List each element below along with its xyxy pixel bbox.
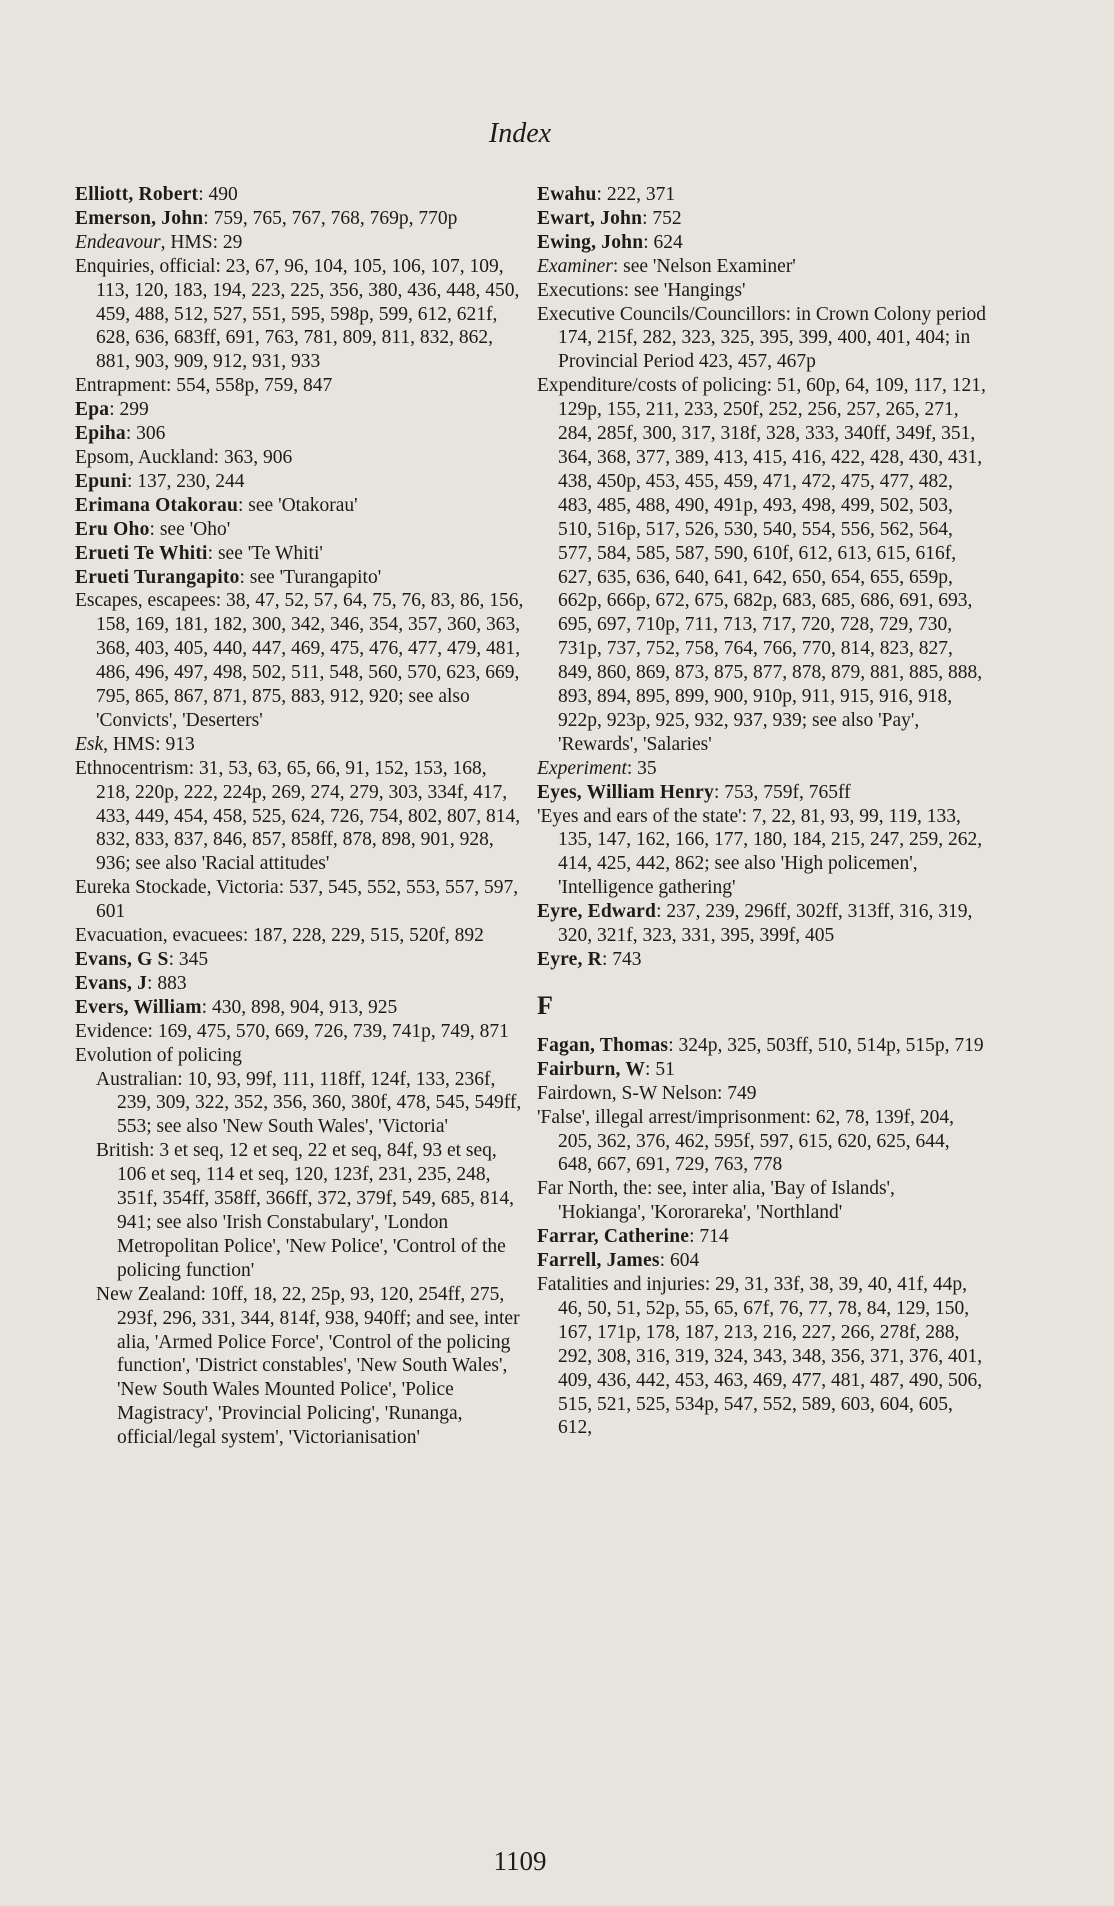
entry-locators: : 3 et seq, 12 et seq, 22 et seq, 84f, 93 et seq, 106 et seq, 114 et seq, 120, 123f, 231, 235, 248, 351f, 354ff, 358ff, 366ff, 372, 379f, 549, 685, 814, 941; see also 'Irish Constabulary', 'London Metropolitan Police', 'New Police', 'Control of the policing function' — [117, 1140, 515, 1281]
entry-locators: : 7, 22, 81, 93, 99, 119, 133, 135, 147, 162, 166, 177, 180, 184, 215, 247, 259, 262, 414, 425, 442, 862; see also 'High policemen', 'Intelligence gathering' — [558, 805, 983, 899]
entry-heading: Evolution of policing — [75, 1044, 242, 1066]
entry-heading: Ethnocentrism — [75, 757, 189, 779]
entry-locators: : see, inter alia, 'Bay of Islands', 'Hokianga', 'Kororareka', 'Northland' — [558, 1178, 895, 1224]
entry-locators: : 624 — [643, 231, 683, 253]
index-entry — [537, 255, 987, 279]
index-entry — [75, 972, 525, 996]
index-entry — [537, 207, 987, 231]
entry-heading: Far North, the — [537, 1178, 647, 1200]
entry-locators: : 363, 906 — [213, 446, 293, 468]
index-entry — [75, 566, 525, 590]
entry-locators: : 169, 475, 570, 669, 726, 739, 741p, 749, 871 — [147, 1020, 509, 1042]
index-entry — [75, 374, 525, 398]
entry-locators: : 10, 93, 99f, 111, 118ff, 124f, 133, 236f, 239, 309, 322, 352, 356, 360, 380f, 478, 545, 549ff, 553; see also 'New South Wales', 'Victoria' — [117, 1068, 522, 1138]
index-entry — [537, 1106, 987, 1178]
entry-locators: : 604 — [659, 1250, 700, 1272]
entry-locators: : 62, 78, 139f, 204, 205, 362, 376, 462, 595f, 597, 615, 620, 625, 644, 648, 667, 691, 729, 763, 778 — [558, 1106, 955, 1176]
entry-heading: Experiment — [537, 757, 627, 779]
entry-locators: , HMS: 913 — [103, 733, 195, 755]
index-entry — [537, 1034, 987, 1058]
entry-heading: 'False', illegal arrest/imprisonment — [537, 1106, 806, 1128]
index-entry — [537, 374, 987, 757]
index-entry — [75, 470, 525, 494]
entry-locators: : 51 — [645, 1058, 675, 1080]
index-entry — [75, 542, 525, 566]
entry-locators: : 10ff, 18, 22, 25p, 93, 120, 254ff, 275, 293f, 296, 331, 344, 814f, 938, 940ff; and see, inter alia, 'Armed Police Force', 'Control of the policing function', 'District constables', 'New South Wales', 'New South Wales Mounted Police', 'Police Magistracy', 'Provincial Policing', 'Runanga, official/legal system', 'Victorianisation' — [117, 1283, 520, 1449]
entry-heading: Enquiries, official — [75, 255, 216, 277]
index-entry — [537, 948, 987, 972]
index-entry — [537, 900, 987, 948]
entry-locators: : 137, 230, 244 — [126, 470, 245, 492]
entry-heading: Farrar, Catherine — [537, 1226, 690, 1248]
entry-locators: : 714 — [689, 1226, 729, 1248]
entry-locators: : 345 — [168, 949, 209, 970]
index-entry — [537, 183, 987, 207]
entry-heading: Evacuation, evacuees — [75, 925, 243, 947]
entry-heading: Epiha — [75, 423, 126, 445]
index-entry — [75, 446, 525, 470]
index-entry — [75, 231, 525, 255]
entry-heading: Ewart, John — [537, 207, 643, 229]
entry-locators: : 752 — [642, 207, 682, 229]
section-letter: F — [537, 990, 553, 1020]
index-entry — [75, 494, 525, 518]
entry-heading: Erueti Te Whiti — [75, 542, 208, 564]
entry-locators: : see 'Turangapito' — [239, 566, 382, 588]
entry-heading: Epuni — [75, 470, 127, 492]
entry-heading: Fatalities and injuries — [537, 1273, 705, 1295]
entry-locators: , HMS: 29 — [160, 231, 243, 253]
page-header: Index — [488, 118, 552, 149]
entry-heading: Executions — [537, 279, 624, 301]
entry-heading: Elliott, Robert — [75, 184, 199, 205]
entry-locators: : 35 — [626, 757, 657, 779]
index-entry — [537, 279, 987, 303]
entry-locators: : 537, 545, 552, 553, 557, 597, 601 — [96, 877, 519, 923]
entry-heading: Fairdown, S-W Nelson — [537, 1082, 718, 1104]
entry-locators: : 51, 60p, 64, 109, 117, 121, 129p, 155, 211, 233, 250f, 252, 256, 257, 265, 271, 284, 285f, 300, 317, 318f, 328, 333, 340ff, 349f, 351, 364, 368, 377, 389, 413, 415, 416, 422, 428, 430, 431, 438, 450p, 453, 455, 459, 471, 472, 475, 477, 482, 483, 485, 488, 490, 491p, 493, 498, 499, 502, 503, 510, 516p, 517, 526, 530, 540, 554, 556, 562, 564, 577, 584, 585, 587, 590, 610f, 612, 613, 615, 616f, 627, 635, 636, 640, 641, 642, 650, 654, 655, 659p, 662p, 666p, 672, 675, 682p, 683, 685, 686, 691, 693, 695, 697, 710p, 711, 713, 717, 720, 728, 729, 730, 731p, 737, 752, 758, 764, 766, 770, 814, 823, 827, 849, 860, 869, 873, 875, 877, 878, 879, 881, 885, 888, 893, 894, 895, 899, 900, 910p, 911, 915, 916, 918, 922p, 923p, 925, 932, 937, 939; see also 'Pay', 'Rewards', 'Salaries' — [558, 375, 986, 755]
entry-locators: : see 'Te Whiti' — [207, 542, 323, 564]
entry-heading: Eureka Stockade, Victoria — [75, 877, 279, 899]
entry-locators: : 237, 239, 296ff, 302ff, 313ff, 316, 319, 320, 321f, 323, 331, 395, 399f, 405 — [558, 901, 973, 947]
entry-locators: : 29, 31, 33f, 38, 39, 40, 41f, 44p, 46, 50, 51, 52p, 55, 65, 67f, 76, 77, 78, 84, 129, 150, 167, 171p, 178, 187, 213, 216, 227, 266, 278f, 288, 292, 308, 316, 319, 324, 343, 348, 356, 371, 376, 401, 409, 436, 442, 453, 463, 469, 477, 481, 487, 490, 506, 515, 521, 525, 534p, 547, 552, 589, 603, 604, 605, 612, — [558, 1273, 983, 1439]
entry-locators: : 883 — [147, 972, 187, 994]
page-number: 1109 — [493, 1846, 547, 1876]
index-column-right — [537, 183, 987, 1440]
entry-locators: : 554, 558p, 759, 847 — [165, 375, 333, 397]
entry-heading: British — [96, 1140, 150, 1162]
index-subentry — [75, 1068, 525, 1140]
entry-heading: Escapes, escapees — [75, 590, 216, 612]
entry-heading: Australian — [96, 1068, 178, 1090]
index-entry — [75, 518, 525, 542]
index-subentry — [75, 1283, 525, 1450]
index-entry — [537, 1082, 987, 1106]
entry-heading: Esk — [75, 733, 104, 755]
entry-heading: Endeavour — [75, 231, 161, 253]
index-column-left — [75, 183, 525, 1450]
entry-heading: 'Eyes and ears of the state' — [537, 805, 742, 827]
index-entry — [537, 1225, 987, 1249]
entry-heading: Ewahu — [537, 184, 597, 205]
entry-heading: Evidence — [75, 1020, 148, 1042]
entry-locators: : see 'Hangings' — [623, 279, 746, 301]
index-entry — [537, 1177, 987, 1225]
entry-heading: Erueti Turangapito — [75, 566, 240, 588]
index-entry — [75, 948, 525, 972]
entry-heading: Evers, William — [75, 996, 202, 1018]
index-entry — [537, 1249, 987, 1273]
entry-locators: : see 'Oho' — [149, 518, 231, 540]
entry-heading: Executive Councils/Councillors — [537, 303, 786, 325]
entry-locators: : 31, 53, 63, 65, 66, 91, 152, 153, 168, 218, 220p, 222, 224p, 269, 274, 279, 303, 334f, 417, 433, 449, 454, 458, 525, 624, 726, 754, 802, 807, 814, 832, 833, 837, 846, 857, 858ff, 878, 898, 901, 928, 936; see also 'Racial attitudes' — [96, 757, 521, 875]
index-entry — [537, 1058, 987, 1082]
index-entry — [75, 924, 525, 948]
index-subentry — [75, 1139, 525, 1282]
entry-locators: : in Crown Colony period 174, 215f, 282, 323, 325, 395, 399, 400, 401, 404; in Provincial Period 423, 457, 467p — [558, 303, 987, 373]
entry-locators: : 187, 228, 229, 515, 520f, 892 — [242, 925, 484, 947]
index-entry — [537, 231, 987, 255]
entry-heading: Farrell, James — [537, 1250, 660, 1272]
entry-heading: Eyes, William Henry — [537, 781, 714, 803]
entry-heading: Evans, G S — [75, 949, 169, 970]
entry-locators: : 324p, 325, 503ff, 510, 514p, 515p, 719 — [668, 1034, 984, 1056]
entry-heading: Emerson, John — [75, 207, 204, 229]
entry-heading: Eru Oho — [75, 518, 150, 540]
index-entry — [75, 876, 525, 924]
entry-locators: : see 'Otakorau' — [238, 494, 358, 516]
entry-locators: : 749 — [717, 1082, 757, 1104]
entry-locators: : 490 — [198, 184, 238, 205]
index-entry — [537, 303, 987, 375]
index-entry — [75, 589, 525, 732]
entry-heading: Ewing, John — [537, 231, 644, 253]
entry-heading: Evans, J — [75, 972, 148, 994]
entry-locators: : see 'Nelson Examiner' — [612, 255, 796, 277]
index-entry — [75, 1044, 525, 1068]
index-entry — [537, 757, 987, 781]
entry-locators: : 430, 898, 904, 913, 925 — [201, 996, 398, 1018]
entry-heading: Fagan, Thomas — [537, 1034, 669, 1056]
entry-heading: Eyre, R — [537, 949, 602, 970]
entry-locators: : 753, 759f, 765ff — [713, 781, 851, 803]
index-entry — [75, 757, 525, 877]
index-entry — [537, 805, 987, 901]
index-entry — [75, 422, 525, 446]
entry-locators: : 759, 765, 767, 768, 769p, 770p — [203, 207, 458, 229]
entry-locators: : 306 — [125, 423, 166, 445]
entry-heading: Entrapment — [75, 375, 166, 397]
entry-heading: Expenditure/costs of policing — [537, 375, 767, 397]
entry-heading: Examiner — [537, 255, 613, 277]
entry-heading: Epsom, Auckland — [75, 446, 214, 468]
index-entry — [537, 1273, 987, 1440]
entry-heading: Epa — [75, 399, 110, 421]
entry-locators: : 222, 371 — [596, 184, 676, 205]
entry-locators: : 743 — [601, 949, 642, 970]
index-entry — [75, 207, 525, 231]
entry-heading: Fairburn, W — [537, 1058, 646, 1080]
entry-heading: New Zealand — [96, 1283, 201, 1305]
index-entry — [537, 781, 987, 805]
index-entry — [75, 398, 525, 422]
index-entry — [75, 733, 525, 757]
index-entry — [75, 255, 525, 375]
entry-locators: : 299 — [109, 399, 149, 421]
entry-locators: : 38, 47, 52, 57, 64, 75, 76, 83, 86, 156, 158, 169, 181, 182, 300, 342, 346, 354, 357, 360, 363, 368, 403, 405, 440, 447, 469, 475, 476, 477, 479, 481, 486, 496, 497, 498, 502, 511, 548, 560, 570, 623, 669, 795, 865, 867, 871, 875, 883, 912, 920; see also 'Convicts', 'Deserters' — [96, 590, 524, 731]
index-entry — [75, 1020, 525, 1044]
index-entry — [75, 996, 525, 1020]
entry-locators: : 23, 67, 96, 104, 105, 106, 107, 109, 113, 120, 183, 194, 223, 225, 356, 380, 436, 448, 450, 459, 488, 512, 527, 551, 595, 598p, 599, 612, 621f, 628, 636, 683ff, 691, 763, 781, 809, 811, 832, 862, 881, 903, 909, 912, 931, 933 — [96, 255, 520, 373]
index-entry — [75, 183, 525, 207]
entry-heading: Eyre, Edward — [537, 901, 657, 923]
entry-heading: Erimana Otakorau — [75, 494, 238, 516]
